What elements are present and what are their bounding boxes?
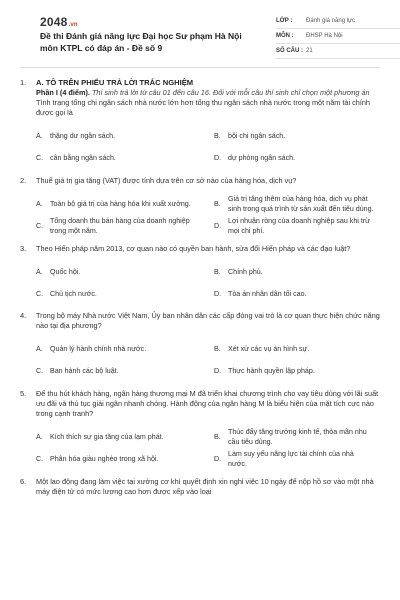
- option-letter: C.: [36, 367, 44, 376]
- option-text: dự phòng ngân sách.: [228, 154, 296, 162]
- option-d[interactable]: [214, 449, 380, 471]
- option-letter: D.: [214, 289, 222, 298]
- document-header: [20, 0, 380, 68]
- question-1: [20, 78, 380, 170]
- option-d[interactable]: [214, 216, 380, 238]
- question-text: Một lao động đang làm việc tại xưởng cơ khí quyết định xin nghỉ việc 10 ngày để nộp hồ sơ vào một nhà máy điện tử có mức lương cao hơn được xếp vào loại: [36, 476, 374, 496]
- option-letter: C.: [36, 221, 44, 230]
- option-text: Chủ tịch nước.: [50, 289, 97, 298]
- logo-text: 2048: [40, 15, 68, 29]
- exam-body: [20, 78, 380, 502]
- option-c[interactable]: [36, 283, 202, 305]
- option-d[interactable]: [214, 283, 380, 305]
- option-letter: B.: [214, 345, 221, 354]
- option-letter: D.: [214, 154, 222, 162]
- logo-suffix: .vn: [68, 22, 78, 28]
- option-b[interactable]: [214, 427, 380, 449]
- meta-key: MÔN :: [276, 32, 294, 39]
- option-text: Quốc hội.: [50, 267, 81, 276]
- option-c[interactable]: [36, 148, 202, 170]
- meta-key: SỐ CÂU :: [276, 47, 303, 54]
- option-letter: B.: [214, 432, 221, 441]
- meta-row-subject: [276, 29, 400, 44]
- option-c[interactable]: [36, 361, 202, 383]
- option-text: Chính phủ.: [228, 267, 263, 276]
- option-letter: A.: [36, 132, 43, 140]
- answer-options: [36, 261, 380, 305]
- question-text: Tình trạng tổng chi ngân sách nhà nước lớn hơn tổng thu ngân sách nhà nước trong một năm tài chính được gọi là: [36, 98, 370, 117]
- question-number: 5.: [20, 389, 27, 399]
- option-text: Lợi nhuận ròng của doanh nghiệp sau khi trừ mọi chi phí.: [228, 217, 370, 235]
- option-b[interactable]: [214, 126, 380, 148]
- option-b[interactable]: [214, 194, 380, 216]
- option-c[interactable]: [36, 449, 202, 471]
- option-letter: C.: [36, 154, 44, 162]
- option-a[interactable]: [36, 427, 202, 449]
- question-text: Trong bộ máy Nhà nước Việt Nam, Ủy ban nhân dân các cấp đóng vai trò là cơ quan thực hiện chức năng nào tại địa phương?: [36, 311, 380, 331]
- option-b[interactable]: [214, 339, 380, 361]
- option-text: Kích thích sự gia tăng của lạm phát.: [50, 432, 164, 441]
- option-letter: B.: [214, 132, 221, 140]
- option-text: Giá trị tăng thêm của hàng hóa, dịch vụ phát sinh trong quá trình từ sản xuất đến tiêu dùng.: [228, 195, 374, 213]
- option-letter: A.: [36, 199, 43, 208]
- section-title: A. TÔ TRÊN PHIẾU TRẢ LỜI TRẮC NGHIỆM: [36, 78, 194, 87]
- meta-row-class: [276, 14, 400, 29]
- document-title: Đề thi Đánh giá năng lực Đại học Sư phạm Hà Nội môn KTPL có đáp án - Đề số 9: [40, 31, 242, 54]
- option-letter: C.: [36, 289, 44, 298]
- question-6: [20, 477, 380, 497]
- option-letter: C.: [36, 454, 44, 463]
- option-a[interactable]: [36, 194, 202, 216]
- question-text: Thuế giá trị gia tăng (VAT) được tính dựa trên cơ sở nào của hàng hóa, dịch vụ?: [36, 175, 297, 185]
- option-letter: B.: [214, 267, 221, 276]
- option-letter: A.: [36, 267, 43, 276]
- part-title: [36, 88, 380, 98]
- answer-options: [36, 126, 380, 170]
- meta-value: Đánh giá năng lực: [306, 17, 356, 24]
- option-c[interactable]: [36, 216, 202, 238]
- meta-value: 21: [306, 47, 313, 54]
- part-note: Thí sinh trả lời từ câu 01 đến câu 16. Đối với mỗi câu thí sinh chỉ chọn một phương án: [91, 88, 370, 98]
- option-a[interactable]: [36, 339, 202, 361]
- option-text: Xét xử các vụ án hình sự.: [228, 345, 310, 354]
- question-number: 4.: [20, 311, 27, 321]
- option-text: Phân hóa giàu nghèo trong xã hội.: [50, 454, 159, 463]
- question-number: 3.: [20, 243, 27, 253]
- option-a[interactable]: [36, 126, 202, 148]
- option-a[interactable]: [36, 261, 202, 283]
- option-letter: D.: [214, 367, 222, 376]
- question-4: [20, 311, 380, 383]
- option-text: cân bằng ngân sách.: [50, 154, 116, 162]
- option-text: bội chi ngân sách.: [228, 132, 286, 140]
- option-text: thặng dư ngân sách.: [50, 132, 116, 140]
- option-text: Tổng doanh thu bán hàng của doanh nghiệp trong một năm.: [50, 217, 190, 235]
- option-text: Ban hành các bộ luật.: [50, 367, 119, 376]
- option-letter: D.: [214, 221, 222, 230]
- option-text: Toàn bộ giá trị của hàng hóa khi xuất xưởng.: [50, 199, 191, 208]
- option-d[interactable]: [214, 361, 380, 383]
- question-number: 6.: [20, 476, 27, 486]
- answer-options: [36, 194, 380, 238]
- question-number: 1.: [20, 78, 27, 87]
- question-text: Theo Hiến pháp năm 2013, cơ quan nào có quyền ban hành, sửa đổi Hiến pháp và các đạo luật?: [36, 243, 351, 253]
- question-3: [20, 244, 380, 306]
- answer-options: [36, 427, 380, 471]
- site-logo[interactable]: [40, 14, 78, 30]
- option-b[interactable]: [214, 261, 380, 283]
- option-letter: B.: [214, 199, 221, 208]
- question-5: [20, 389, 380, 471]
- option-letter: A.: [36, 432, 43, 441]
- question-2: [20, 176, 380, 238]
- option-text: Thúc đẩy tăng trưởng kinh tế, thỏa mãn nhu cầu tiêu dùng.: [228, 428, 367, 446]
- option-letter: A.: [36, 345, 43, 354]
- option-text: Tòa án nhân dân tối cao.: [228, 289, 307, 298]
- option-letter: D.: [214, 454, 222, 463]
- meta-key: LỚP :: [276, 17, 293, 24]
- meta-value: ĐHSP Hà Nội: [306, 32, 343, 39]
- part-label: Phần I (4 điểm).: [36, 88, 90, 98]
- option-d[interactable]: [214, 148, 380, 170]
- option-text: Thực hành quyền lập pháp.: [228, 367, 315, 376]
- meta-row-count: [276, 44, 400, 59]
- meta-table: [276, 14, 400, 59]
- option-text: Làm suy yếu năng lực tài chính của nhà nước.: [228, 450, 354, 468]
- question-number: 2.: [20, 175, 27, 185]
- answer-options: [36, 339, 380, 383]
- question-text: Để thu hút khách hàng, ngân hàng thương mại M đã triển khai chương trình cho vay tiêu dùng với lãi suất ưu đãi và thủ tục giải ngân nhanh chóng. Hành động của ngân hàng M là biểu hiện của mặt tích cực nào trong cạnh tranh?: [36, 389, 379, 418]
- option-text: Quản lý hành chính nhà nước.: [50, 345, 147, 354]
